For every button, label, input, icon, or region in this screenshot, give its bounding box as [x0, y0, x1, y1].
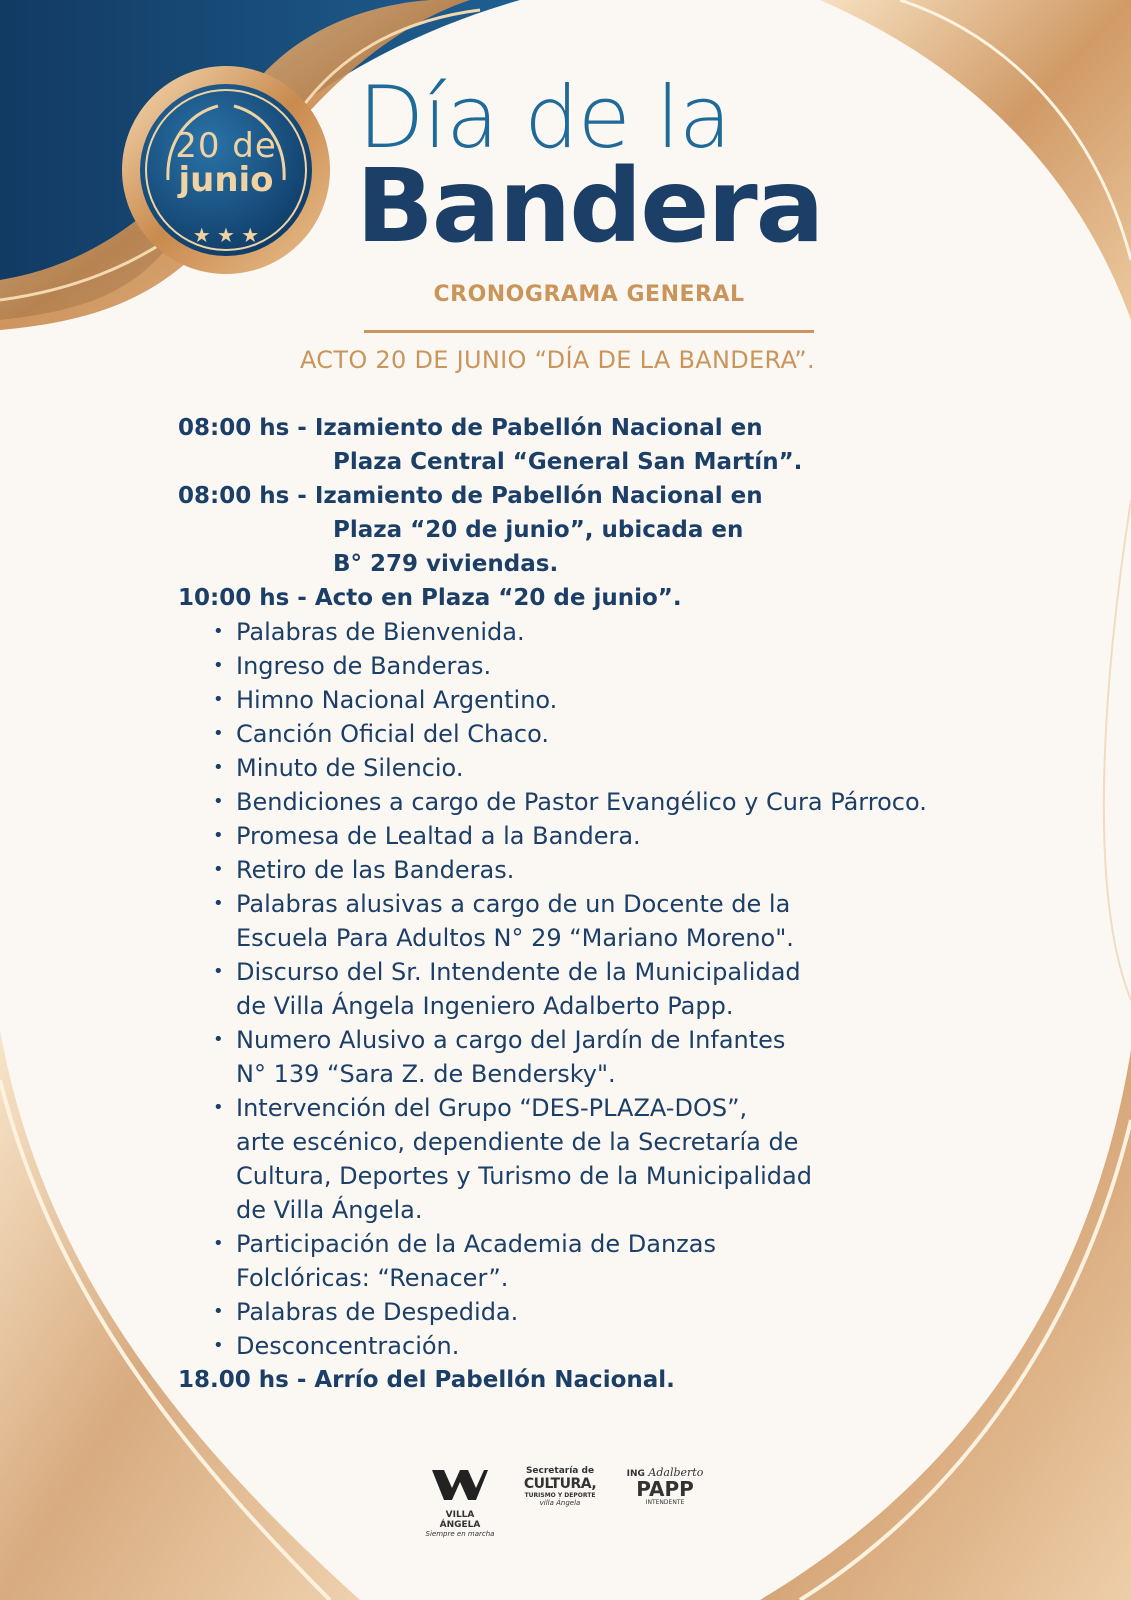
- program-list: [178, 615, 1058, 1363]
- badge-line2: junio: [178, 160, 274, 200]
- list-item: • Ingreso de Banderas.: [213, 649, 1058, 683]
- villa-angela-mark-icon: [430, 1466, 490, 1506]
- list-item: • Palabras de Despedida.: [213, 1295, 1058, 1329]
- entry-time-line: 08:00 hs - Izamiento de Pabellón Nacional en: [178, 415, 763, 441]
- list-item: • Palabras alusivas a cargo de un Docente de la Escuela Para Adultos N° 29 “Mariano Moreno".: [213, 887, 1058, 955]
- cultura-top: Secretaría de: [525, 1466, 595, 1476]
- list-item: • Bendiciones a cargo de Pastor Evangélico y Cura Párroco.: [213, 785, 1058, 819]
- villa-angela-name: VILLA ÁNGELA: [439, 1510, 481, 1530]
- entry-time-line: 10:00 hs - Acto en Plaza “20 de junio”.: [178, 585, 682, 611]
- cultura-city: villa Ángela: [539, 1499, 581, 1507]
- cultura-main: CULTURA,: [523, 1476, 597, 1492]
- schedule-entry-2: [178, 479, 1058, 581]
- entry-time-line: 08:00 hs - Izamiento de Pabellón Nacional en: [178, 483, 763, 509]
- papp-main: PAPP: [636, 1477, 694, 1501]
- subtitle: CRONOGRAMA GENERAL: [433, 282, 745, 307]
- papp-prefix: ING: [626, 1469, 645, 1479]
- title-top: Día de la: [358, 68, 731, 168]
- acto-heading: ACTO 20 DE JUNIO “DÍA DE LA BANDERA”.: [300, 346, 815, 374]
- entry-continuation: Plaza Central “General San Martín”.: [333, 449, 803, 475]
- list-item: • Numero Alusivo a cargo del Jardín de Infantes N° 139 “Sara Z. de Bendersky".: [213, 1023, 1058, 1091]
- schedule-entry-1: [178, 411, 1058, 479]
- schedule-entry-4: [178, 1363, 1058, 1397]
- badge-line1: 20 de: [175, 126, 277, 166]
- list-item: • Discurso del Sr. Intendente de la Municipalidad de Villa Ángela Ingeniero Adalberto Papp.: [213, 955, 1058, 1023]
- papp-role: INTENDENTE: [645, 1499, 685, 1506]
- svg-text:★ ★ ★: ★ ★ ★: [192, 223, 260, 247]
- papp-logo: [620, 1466, 710, 1506]
- villa-angela-tagline: Siempre en marcha: [425, 1530, 495, 1538]
- list-item: • Desconcentración.: [213, 1329, 1058, 1363]
- list-item: • Palabras de Bienvenida.: [213, 615, 1058, 649]
- divider: [364, 330, 814, 333]
- cultura-logo: [520, 1466, 600, 1507]
- schedule-entry-3: [178, 581, 1058, 615]
- entry-continuation: B° 279 viviendas.: [333, 551, 559, 577]
- cultura-sub: TURISMO Y DEPORTE: [524, 1492, 596, 1499]
- list-item: • Himno Nacional Argentino.: [213, 683, 1058, 717]
- list-item: • Retiro de las Banderas.: [213, 853, 1058, 887]
- list-item: • Canción Oficial del Chaco.: [213, 717, 1058, 751]
- villa-angela-logo: [425, 1466, 495, 1538]
- schedule: [178, 411, 1058, 1397]
- title-main: Bandera: [356, 147, 823, 266]
- entry-continuation: Plaza “20 de junio”, ubicada en: [333, 517, 744, 543]
- list-item: • Minuto de Silencio.: [213, 751, 1058, 785]
- papp-script: Adalberto: [648, 1466, 704, 1479]
- list-item: • Intervención del Grupo “DES-PLAZA-DOS”, arte escénico, dependiente de la Secretaría de Cultura, Deportes y Turismo de la Municipalidad de Villa Ángela.: [213, 1091, 1058, 1227]
- date-badge: [118, 62, 334, 278]
- entry-time-line: 18.00 hs - Arrío del Pabellón Nacional.: [178, 1367, 675, 1393]
- list-item: • Promesa de Lealtad a la Bandera.: [213, 819, 1058, 853]
- list-item: • Participación de la Academia de Danzas Folclóricas: “Renacer”.: [213, 1227, 1058, 1295]
